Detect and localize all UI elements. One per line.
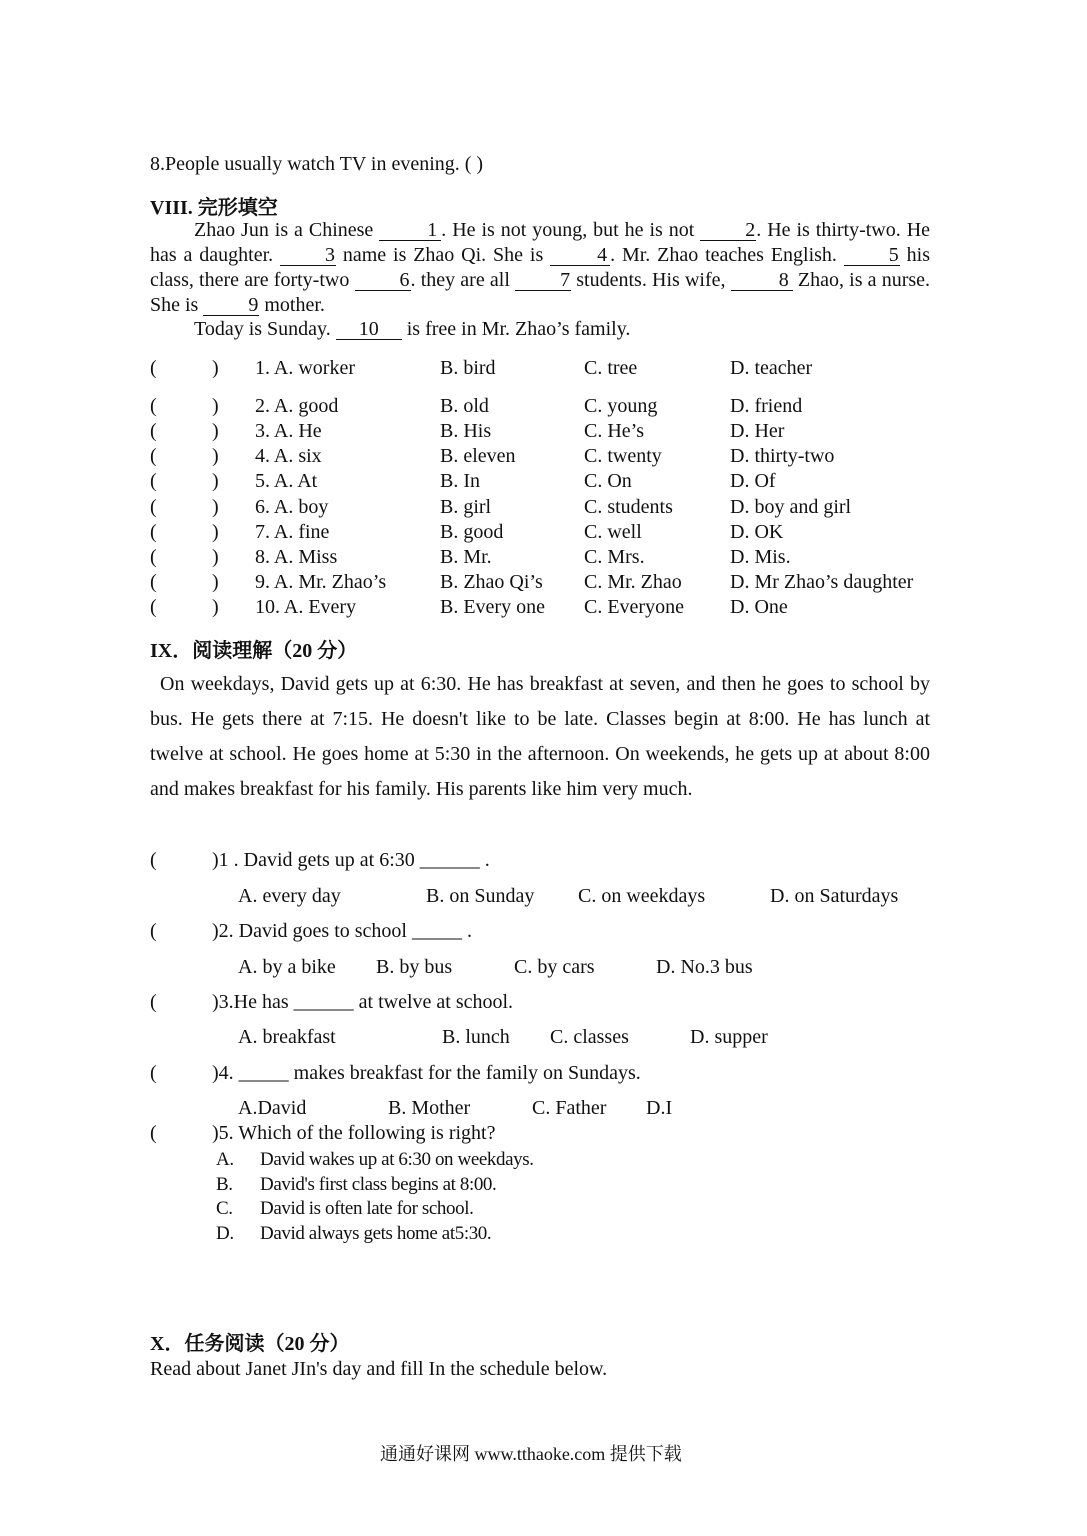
option-d[interactable]: D. friend <box>730 395 803 417</box>
question-stem: )1 . David gets up at 6:30 ______ . <box>212 849 490 871</box>
option-d[interactable]: D. No.3 bus <box>656 956 753 978</box>
reading-passage: On weekdays, David gets up at 6:30. He has breakfast at seven, and then he goes to school by bus. He gets there at 7:15. He doesn't like to be late. Classes begin at 8:00. He has lunch at twelve at school. He goes home at 5:30 in the afternoon. On weekends, he gets up at about 8:00 and makes breakfast for his family. His parents like him very much. <box>150 673 930 800</box>
option-b[interactable]: B. by bus <box>376 956 453 978</box>
option-d[interactable]: D. supper <box>690 1026 768 1048</box>
option-b[interactable]: B. His <box>440 420 492 442</box>
section10-heading: X．任务阅读（20 分） <box>150 1333 350 1355</box>
option-d[interactable]: D. thirty-two <box>730 445 835 467</box>
blank-8[interactable]: 8 <box>731 270 793 291</box>
blank-5[interactable]: 5 <box>844 245 900 266</box>
page-footer: 通通好课网 www.tthaoke.com 提供下载 <box>380 1444 682 1464</box>
option-d[interactable]: D.I <box>646 1097 673 1119</box>
blank-4[interactable]: 4 <box>550 245 610 266</box>
answer-paren-close[interactable]: ) <box>212 395 219 417</box>
option-c[interactable]: C. Father <box>532 1097 607 1119</box>
answer-paren-open[interactable]: ( <box>150 546 157 568</box>
cloze-question-row <box>150 357 950 382</box>
option-a[interactable]: A. by a bike <box>238 956 336 978</box>
answer-paren-close[interactable]: ) <box>212 571 219 593</box>
answer-paren-close[interactable]: ) <box>212 445 219 467</box>
answer-paren-open[interactable]: ( <box>150 496 157 518</box>
answer-paren-close[interactable]: ) <box>212 596 219 618</box>
answer-paren-open[interactable]: ( <box>150 395 157 417</box>
cloze-passage-line2: Today is Sunday. 10 is free in Mr. Zhao’s family. <box>194 318 631 340</box>
cloze-question-row <box>150 445 950 470</box>
answer-paren[interactable]: ( <box>150 849 157 871</box>
option-a[interactable]: 9. A. Mr. Zhao’s <box>255 571 387 593</box>
cloze-question-row <box>150 596 950 621</box>
option-c[interactable]: C. young <box>584 395 658 417</box>
answer-paren[interactable]: ( <box>150 1062 157 1084</box>
answer-paren-open[interactable]: ( <box>150 521 157 543</box>
cloze-question-row <box>150 546 950 571</box>
answer-paren-close[interactable]: ) <box>212 521 219 543</box>
option-d[interactable]: D. teacher <box>730 357 813 379</box>
option-c[interactable]: C. twenty <box>584 445 662 467</box>
option-c[interactable]: C. well <box>584 521 642 543</box>
option-a[interactable]: 6. A. boy <box>255 496 329 518</box>
cloze-question-row <box>150 470 950 495</box>
blank-3[interactable]: 3 <box>280 245 336 266</box>
option-b[interactable]: B. Every one <box>440 596 545 618</box>
option-c[interactable]: C. On <box>584 470 632 492</box>
option-d[interactable]: D. boy and girl <box>730 496 852 518</box>
option-c[interactable]: C. students <box>584 496 673 518</box>
option-b[interactable]: B. girl <box>440 496 492 518</box>
cloze-question-row <box>150 496 950 521</box>
answer-paren[interactable]: ( <box>150 1122 157 1144</box>
answer-paren[interactable]: ( <box>150 991 157 1013</box>
option-c[interactable]: C. by cars <box>514 956 595 978</box>
answer-paren-close[interactable]: ) <box>212 420 219 442</box>
option-c[interactable]: C. He’s <box>584 420 644 442</box>
cloze-question-row <box>150 420 950 445</box>
option-a[interactable]: 2. A. good <box>255 395 339 417</box>
question-stem: )5. Which of the following is right? <box>212 1122 496 1144</box>
answer-paren-close[interactable]: ) <box>212 357 219 379</box>
answer-paren-close[interactable]: ) <box>212 470 219 492</box>
option-a[interactable]: 4. A. six <box>255 445 322 467</box>
cloze-passage: Zhao Jun is a Chinese 1 . He is not young, but he is not 2. He is thirty-two. He has a daughter. 3 name is Zhao Qi. She is 4 . Mr. Zhao teaches English. 5 his class, there are forty-two 6. they are all 7 students. His wife, 8 Zhao, is a nurse. She is 9 mother. <box>150 219 931 316</box>
option-c[interactable]: C. tree <box>584 357 638 379</box>
cloze-question-row <box>150 521 950 546</box>
option-a[interactable]: A.David <box>238 1097 307 1119</box>
blank-7[interactable]: 7 <box>515 270 571 291</box>
answer-paren-open[interactable]: ( <box>150 357 157 379</box>
option-d[interactable]: D. Her <box>730 420 785 442</box>
section8-heading: VIII. 完形填空 <box>150 197 278 219</box>
blank-9[interactable]: 9 <box>203 295 259 316</box>
option-c[interactable]: C. Everyone <box>584 596 684 618</box>
answer-paren-close[interactable]: ) <box>212 496 219 518</box>
option-b[interactable]: B. bird <box>440 357 496 379</box>
option-b[interactable]: B. Zhao Qi’s <box>440 571 543 593</box>
option-c[interactable]: C. on weekdays <box>578 885 706 907</box>
option-b[interactable]: B. old <box>440 395 489 417</box>
question-stem: )4. _____ makes breakfast for the family on Sundays. <box>212 1062 641 1084</box>
section10-instruction: Read about Janet JIn's day and fill In the schedule below. <box>150 1358 608 1380</box>
option-b[interactable]: B. on Sunday <box>426 885 535 907</box>
answer-paren-close[interactable]: ) <box>212 546 219 568</box>
answer-paren-open[interactable]: ( <box>150 445 157 467</box>
option-a[interactable]: 5. A. At <box>255 470 318 492</box>
section9-heading: IX．阅读理解（20 分） <box>150 640 358 662</box>
blank-1[interactable]: 1 <box>379 220 441 241</box>
option-b[interactable]: B. eleven <box>440 445 516 467</box>
option-d[interactable]: D. OK <box>730 521 784 543</box>
question-stem: )2. David goes to school _____ . <box>212 920 472 942</box>
option-a[interactable]: A. breakfast <box>238 1026 336 1048</box>
question-stem: )3.He has ______ at twelve at school. <box>212 991 514 1013</box>
option-d[interactable]: D. Mis. <box>730 546 791 568</box>
option-b[interactable]: B. Mother <box>388 1097 471 1119</box>
option-a[interactable]: 7. A. fine <box>255 521 330 543</box>
option-b[interactable]: B. lunch <box>442 1026 510 1048</box>
option-b[interactable]: B. In <box>440 470 480 492</box>
answer-paren-open[interactable]: ( <box>150 470 157 492</box>
option-a[interactable]: A. every day <box>238 885 341 907</box>
option-a[interactable]: 3. A. He <box>255 420 322 442</box>
option-d[interactable]: D. Mr Zhao’s daughter <box>730 571 914 593</box>
answer-paren[interactable]: ( <box>150 920 157 942</box>
answer-paren-open[interactable]: ( <box>150 596 157 618</box>
blank-6[interactable]: 6 <box>355 270 411 291</box>
answer-paren-open[interactable]: ( <box>150 571 157 593</box>
option-a[interactable]: 10. A. Every <box>255 596 357 618</box>
section7-item8: 8.People usually watch TV in evening. ( ) <box>150 153 484 175</box>
cloze-question-row <box>150 571 950 596</box>
option-c[interactable]: C. classes <box>550 1026 629 1048</box>
option-c[interactable]: C. Mrs. <box>584 546 645 568</box>
blank-2[interactable]: 2 <box>700 220 756 241</box>
blank-10[interactable]: 10 <box>336 319 402 340</box>
option-a[interactable]: 8. A. Miss <box>255 546 338 568</box>
option-b[interactable]: B. good <box>440 521 504 543</box>
option-d[interactable]: D. Of <box>730 470 776 492</box>
option-b[interactable]: B. Mr. <box>440 546 492 568</box>
option-c[interactable]: C. Mr. Zhao <box>584 571 682 593</box>
option-d[interactable]: D. One <box>730 596 788 618</box>
option-d[interactable]: D. on Saturdays <box>770 885 899 907</box>
answer-paren-open[interactable]: ( <box>150 420 157 442</box>
cloze-question-row <box>150 395 950 420</box>
option-a[interactable]: 1. A. worker <box>255 357 355 379</box>
